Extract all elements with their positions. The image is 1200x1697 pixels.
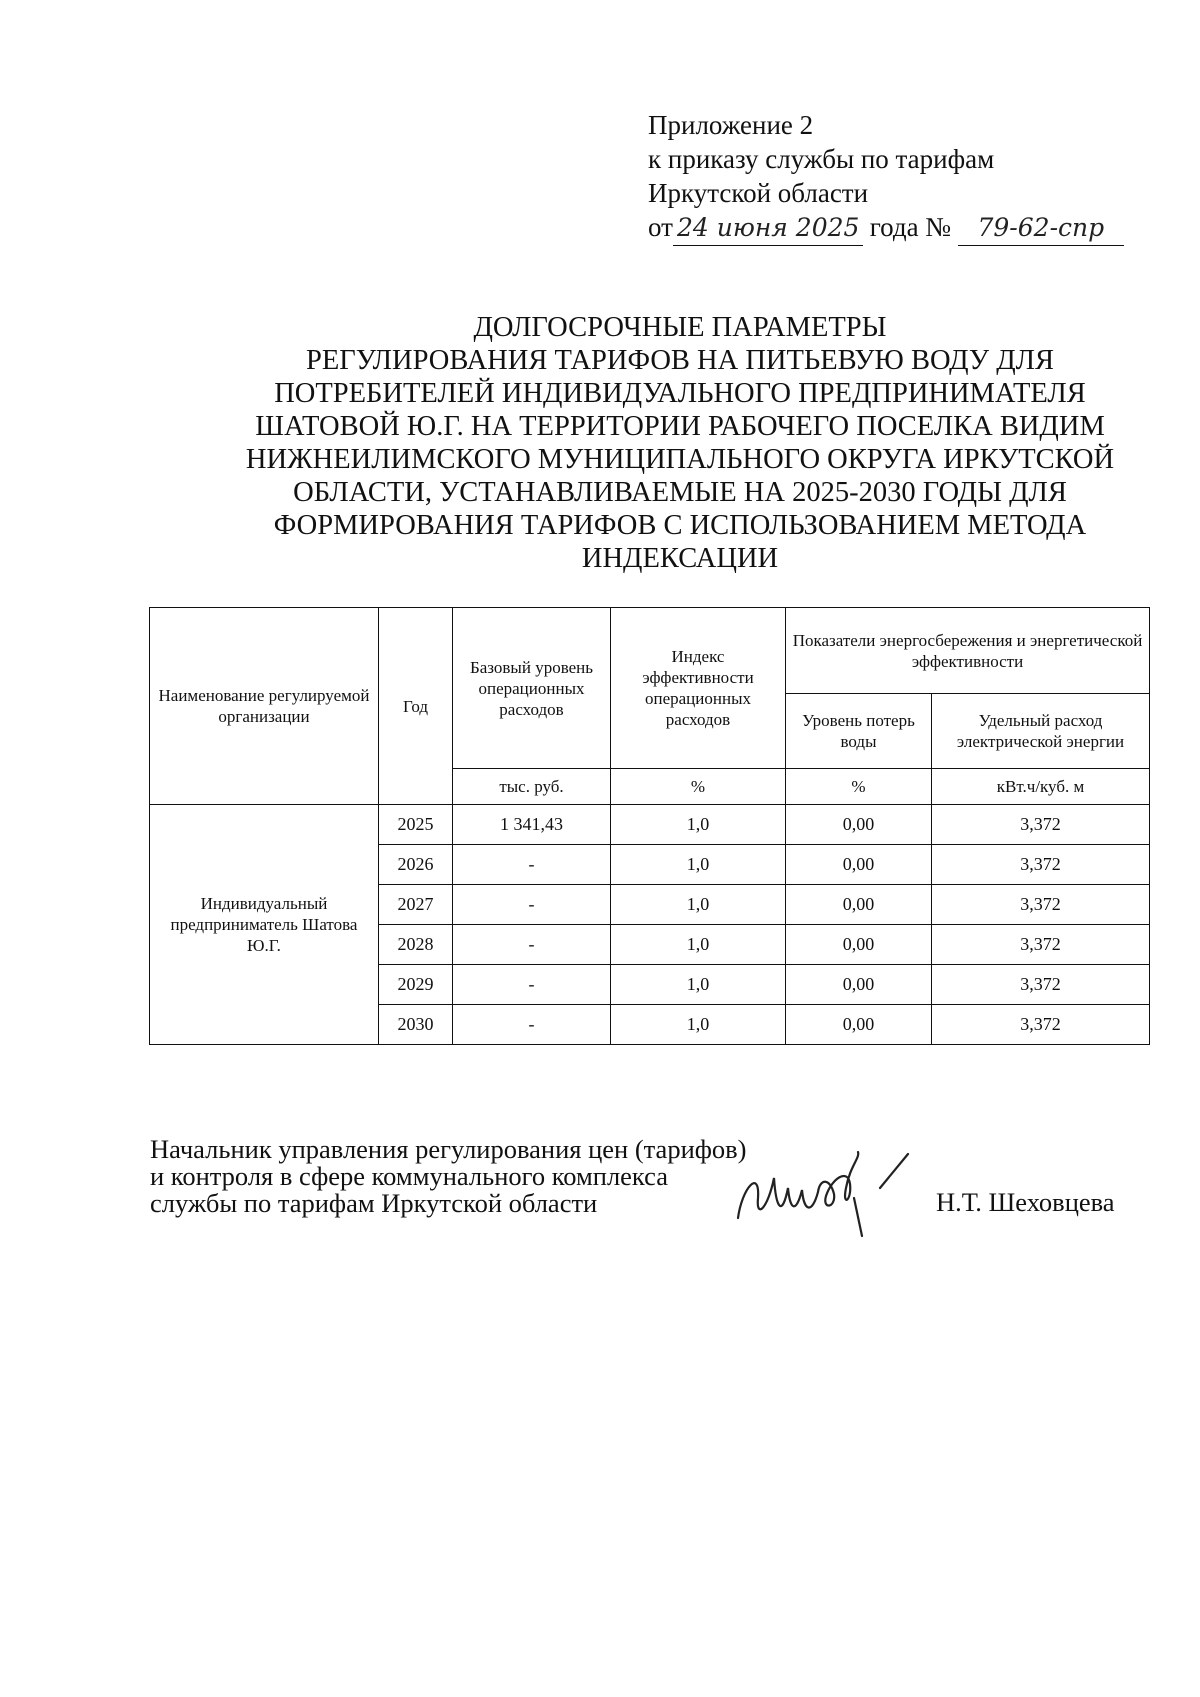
cell-base: 1 341,43 — [453, 805, 611, 845]
handwritten-signature — [730, 1148, 930, 1240]
appendix-line-2: к приказу службы по тарифам — [648, 144, 995, 174]
unit-base: тыс. руб. — [453, 769, 611, 805]
header-energy-group: Показатели энергосбережения и энергетической эффективности — [786, 608, 1150, 694]
cell-base: - — [453, 845, 611, 885]
cell-base: - — [453, 965, 611, 1005]
number-prefix: года № — [869, 212, 952, 242]
unit-loss: % — [786, 769, 932, 805]
cell-index: 1,0 — [611, 925, 786, 965]
header-efficiency-index: Индекс эффективности операционных расходов — [611, 608, 786, 769]
signature-line-3: службы по тарифам Иркутской области — [150, 1188, 598, 1218]
title-line: ОБЛАСТИ, УСТАНАВЛИВАЕМЫЕ НА 2025-2030 ГОДЫ ДЛЯ — [293, 477, 1067, 508]
cell-year: 2030 — [379, 1005, 453, 1045]
title-line: ФОРМИРОВАНИЯ ТАРИФОВ С ИСПОЛЬЗОВАНИЕМ МЕТОДА — [273, 510, 1087, 541]
cell-specific: 3,372 — [932, 1005, 1150, 1045]
cell-index: 1,0 — [611, 885, 786, 925]
header-org: Наименование регулируемой организации — [150, 608, 379, 805]
cell-year: 2028 — [379, 925, 453, 965]
handwritten-date: 24 июня 2025 — [673, 211, 863, 246]
signatory-name: Н.Т. Шеховцева — [936, 1187, 1115, 1217]
org-name-cell: Индивидуальный предприниматель Шатова Ю.Г. — [150, 805, 379, 1045]
cell-specific: 3,372 — [932, 965, 1150, 1005]
cell-specific: 3,372 — [932, 925, 1150, 965]
header-base-costs: Базовый уровень операционных расходов — [453, 608, 611, 769]
appendix-line-1: Приложение 2 — [648, 110, 814, 140]
appendix-date-line — [648, 210, 1148, 246]
cell-loss: 0,00 — [786, 805, 932, 845]
document-title — [220, 311, 1140, 575]
cell-loss: 0,00 — [786, 925, 932, 965]
signature-line-1: Начальник управления регулирования цен (тарифов) — [150, 1134, 747, 1164]
cell-loss: 0,00 — [786, 845, 932, 885]
header-year: Год — [379, 608, 453, 805]
appendix-header — [648, 108, 1148, 246]
signature-line-2: и контроля в сфере коммунального комплекса — [150, 1161, 668, 1191]
unit-index: % — [611, 769, 786, 805]
cell-year: 2025 — [379, 805, 453, 845]
header-water-loss: Уровень потерь воды — [786, 694, 932, 769]
appendix-line-3: Иркутской области — [648, 178, 869, 208]
handwritten-order-number: 79-62-спр — [958, 211, 1124, 246]
cell-base: - — [453, 885, 611, 925]
unit-specific: кВт.ч/куб. м — [932, 769, 1150, 805]
title-line: ДОЛГОСРОЧНЫЕ ПАРАМЕТРЫ — [473, 312, 887, 343]
cell-specific: 3,372 — [932, 885, 1150, 925]
cell-base: - — [453, 925, 611, 965]
cell-year: 2029 — [379, 965, 453, 1005]
table-row — [150, 805, 1150, 845]
cell-index: 1,0 — [611, 965, 786, 1005]
cell-loss: 0,00 — [786, 965, 932, 1005]
cell-loss: 0,00 — [786, 885, 932, 925]
cell-loss: 0,00 — [786, 1005, 932, 1045]
parameters-table — [149, 607, 1150, 1045]
cell-index: 1,0 — [611, 1005, 786, 1045]
title-line: РЕГУЛИРОВАНИЯ ТАРИФОВ НА ПИТЬЕВУЮ ВОДУ ДЛЯ — [305, 345, 1055, 376]
cell-specific: 3,372 — [932, 845, 1150, 885]
date-prefix: от — [648, 212, 673, 242]
title-line: ШАТОВОЙ Ю.Г. НА ТЕРРИТОРИИ РАБОЧЕГО ПОСЕЛКА ВИДИМ — [255, 411, 1105, 442]
header-specific-consumption: Удельный расход электрической энергии — [932, 694, 1150, 769]
cell-index: 1,0 — [611, 805, 786, 845]
title-line: ПОТРЕБИТЕЛЕЙ ИНДИВИДУАЛЬНОГО ПРЕДПРИНИМАТЕЛЯ — [274, 378, 1086, 409]
cell-year: 2026 — [379, 845, 453, 885]
cell-year: 2027 — [379, 885, 453, 925]
cell-specific: 3,372 — [932, 805, 1150, 845]
cell-index: 1,0 — [611, 845, 786, 885]
title-line: НИЖНЕИЛИМСКОГО МУНИЦИПАЛЬНОГО ОКРУГА ИРКУТСКОЙ — [245, 444, 1115, 475]
title-line: ИНДЕКСАЦИИ — [581, 543, 779, 574]
cell-base: - — [453, 1005, 611, 1045]
